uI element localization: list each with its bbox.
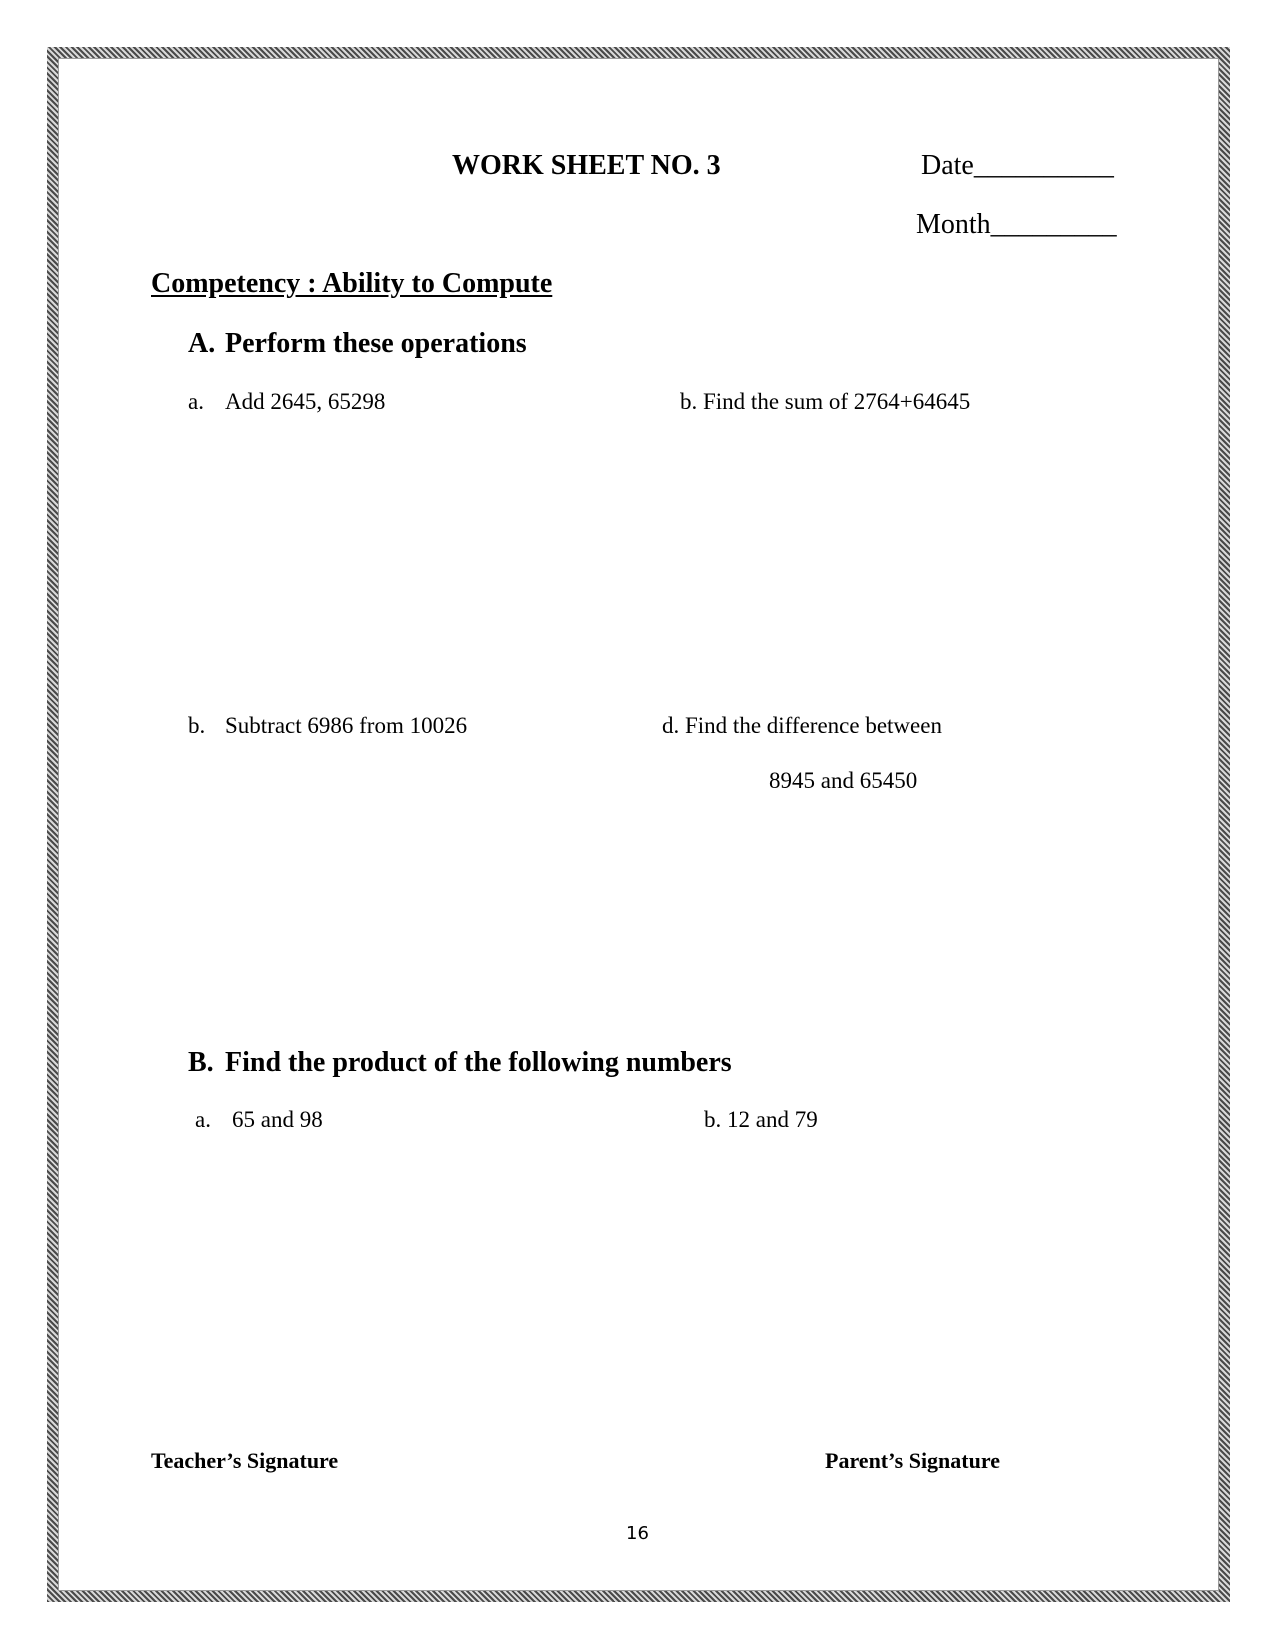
question-text: Subtract 6986 from 10026 (225, 713, 468, 738)
question-marker: a. (195, 1107, 211, 1132)
question-text: b. Find the sum of 2764+64645 (680, 389, 971, 414)
competency-heading: Competency : Ability to Compute (151, 268, 553, 299)
question-marker: b. (188, 713, 206, 738)
month-field: Month_________ (916, 209, 1117, 240)
question-b-b-product (704, 1108, 818, 1131)
parent-signature-label: Parent’s Signature (825, 1448, 1000, 1473)
section-b-letter: B. (188, 1047, 214, 1078)
question-marker: a. (188, 389, 204, 414)
section-b-title: Find the product of the following numbers (225, 1047, 732, 1078)
question-text: Add 2645, 65298 (225, 389, 386, 414)
section-a-title: Perform these operations (225, 328, 527, 359)
worksheet-title: WORK SHEET NO. 3 (452, 150, 721, 181)
question-text: b. 12 and 79 (704, 1107, 818, 1132)
question-a-add (188, 390, 385, 413)
question-text: d. Find the difference between (662, 713, 942, 738)
question-d-continuation: 8945 and 65450 (769, 768, 918, 793)
question-b-a-product (195, 1108, 323, 1131)
section-a-heading (188, 330, 527, 358)
question-b-sum (680, 390, 970, 413)
question-d-difference (662, 714, 942, 737)
date-field: Date__________ (921, 150, 1114, 181)
section-a-letter: A. (188, 328, 216, 359)
question-text: 65 and 98 (232, 1107, 323, 1132)
section-b-heading (188, 1049, 732, 1077)
teacher-signature-label: Teacher’s Signature (151, 1448, 339, 1473)
question-c-subtract (188, 714, 467, 737)
page-number: 16 (626, 1523, 649, 1544)
